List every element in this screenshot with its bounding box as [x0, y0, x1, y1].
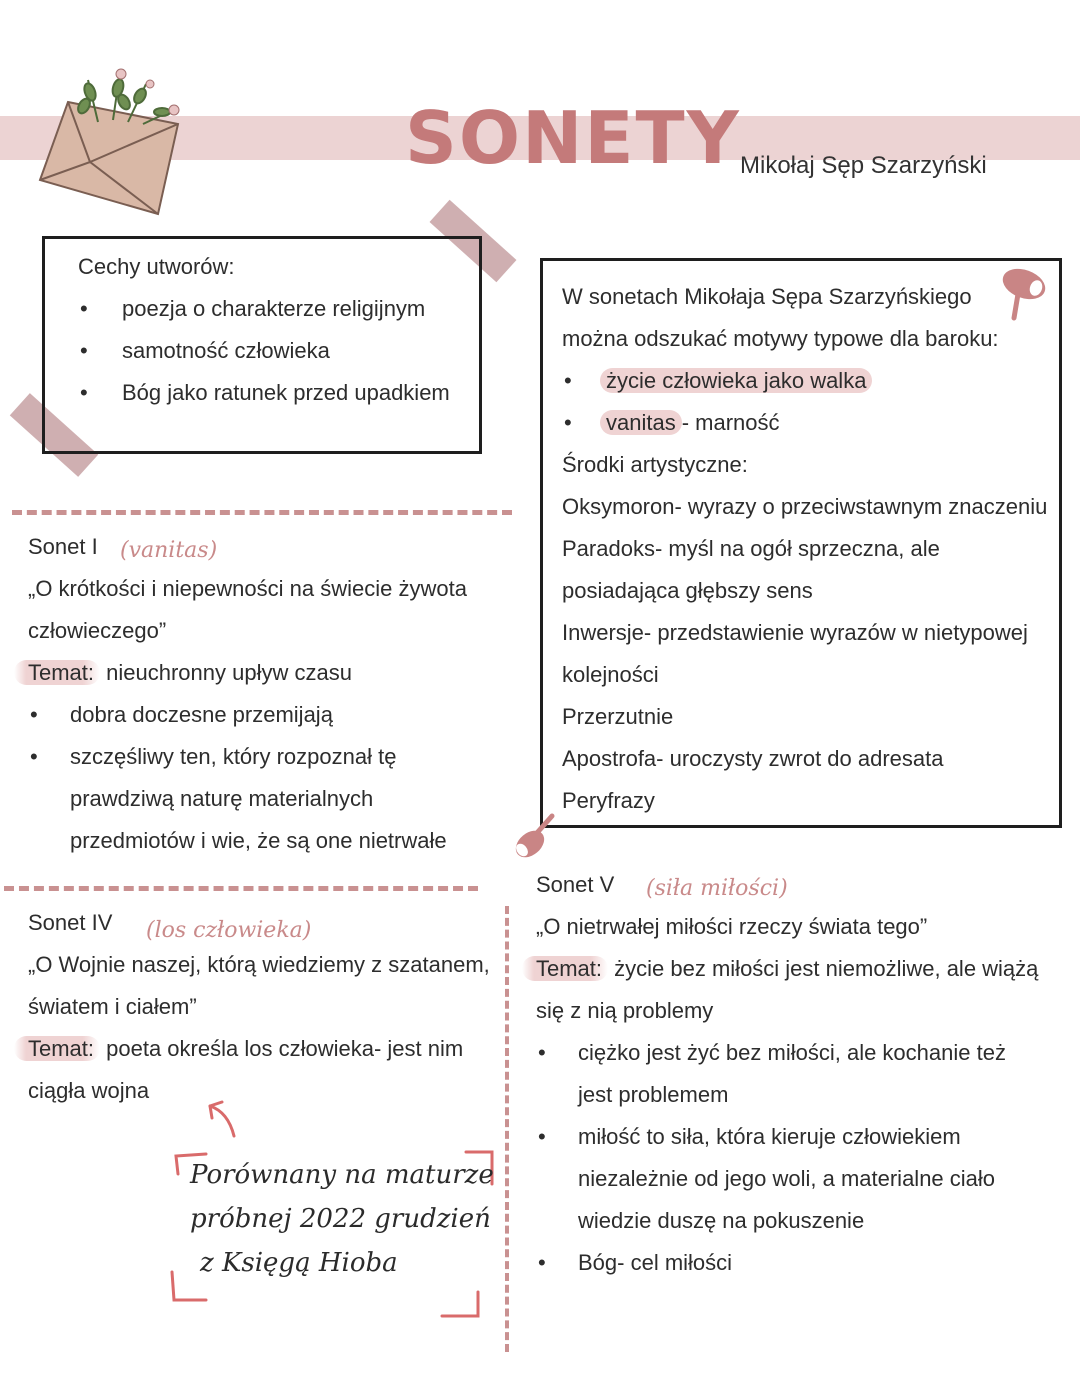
bullet: •	[80, 380, 88, 405]
sonet-quote: „O Wojnie naszej, którą wiedziemy z szatanem,	[28, 952, 490, 977]
devices-heading: Środki artystyczne:	[562, 452, 748, 477]
sonet-title: Sonet I	[28, 534, 98, 559]
bullet: •	[30, 702, 38, 727]
device-line: Inwersje- przedstawienie wyrazów w nietypowej	[562, 620, 1028, 645]
sonet-tag: (vanitas)	[120, 538, 218, 563]
sonet-point: ciężko jest żyć bez miłości, ale kochanie też	[578, 1040, 1006, 1065]
theme-label: Temat:	[522, 956, 608, 981]
features-item: Bóg jako ratunek przed upadkiem	[122, 380, 450, 405]
arrow-up-left-icon	[198, 1096, 244, 1140]
bullet: •	[80, 338, 88, 363]
envelope-flowers-icon	[28, 62, 198, 222]
device-line: Przerzutnie	[562, 704, 674, 729]
bullet: •	[30, 744, 38, 769]
sonet-point: niezależnie od jego woli, a materialne ciało	[578, 1166, 996, 1191]
sonet-theme: ciągła wojna	[28, 1078, 150, 1103]
sonet-theme: się z nią problemy	[536, 998, 714, 1023]
device-line: Paradoks- myśl na ogół sprzeczna, ale	[562, 536, 940, 561]
sonet-theme	[28, 1028, 463, 1070]
theme-text: poeta określa los człowieka- jest nim	[100, 1036, 464, 1061]
features-item: samotność człowieka	[122, 338, 330, 363]
section-divider	[4, 886, 478, 891]
pushpin-icon	[994, 262, 1050, 322]
section-divider	[12, 510, 512, 515]
sonet-theme	[536, 948, 1038, 990]
sonet-theme	[28, 652, 352, 694]
motif-item	[600, 360, 872, 402]
motif-item	[600, 402, 780, 444]
baroque-intro: W sonetach Mikołaja Sępa Szarzyńskiego	[562, 284, 972, 309]
sonet-point: prawdziwą naturę materialnych	[70, 786, 374, 811]
author-name: Mikołaj Sęp Szarzyński	[740, 152, 987, 179]
sonet-point: wiedzie duszę na pokuszenie	[578, 1208, 865, 1233]
sonet-point: szczęśliwy ten, który rozpoznał tę	[70, 744, 397, 769]
features-heading: Cechy utworów:	[78, 254, 235, 279]
theme-text: nieuchronny upływ czasu	[100, 660, 352, 685]
motif-rest: - marność	[681, 410, 780, 435]
device-line: posiadająca głębszy sens	[562, 578, 813, 603]
sonet-title: Sonet IV	[28, 910, 113, 935]
sonet-title: Sonet V	[536, 872, 615, 897]
sonet-quote: „O nietrwałej miłości rzeczy świata tego”	[536, 914, 928, 939]
device-line: Peryfrazy	[562, 788, 655, 813]
column-divider	[505, 906, 509, 1352]
bullet: •	[80, 296, 88, 321]
bullet: •	[538, 1250, 546, 1275]
bullet: •	[564, 368, 572, 393]
pushpin-icon	[508, 812, 558, 862]
device-line: Apostrofa- uroczysty zwrot do adresata	[562, 746, 944, 771]
sonet-quote: człowieczego”	[28, 618, 167, 643]
features-item: poezja o charakterze religijnym	[122, 296, 426, 321]
sonet-quote: „O krótkości i niepewności na świecie żywota	[28, 576, 467, 601]
sonet-point: dobra doczesne przemijają	[70, 702, 333, 727]
sonet-point: przedmiotów i wie, że są one nietrwałe	[70, 828, 447, 853]
bullet: •	[538, 1040, 546, 1065]
sonet-quote: światem i ciałem”	[28, 994, 197, 1019]
baroque-intro: można odszukać motywy typowe dla baroku:	[562, 326, 999, 351]
bullet: •	[538, 1124, 546, 1149]
sonet-tag: (siła miłości)	[646, 876, 788, 901]
device-line: kolejności	[562, 662, 659, 687]
note-line: Porównany na maturze	[190, 1160, 494, 1190]
theme-text: życie bez miłości jest niemożliwe, ale wiążą	[608, 956, 1039, 981]
motif-highlight: życie człowieka jako walka	[600, 368, 872, 393]
theme-label: Temat:	[14, 1036, 100, 1061]
device-line: Oksymoron- wyrazy o przeciwstawnym znaczeniu	[562, 494, 1048, 519]
sonet-point: miłość to siła, która kieruje człowiekiem	[578, 1124, 961, 1149]
sonet-tag: (los człowieka)	[146, 918, 312, 943]
bullet: •	[564, 410, 572, 435]
note-line: z Księgą Hioba	[200, 1248, 398, 1278]
page-title: SONETY	[405, 96, 741, 180]
sonet-point: Bóg- cel miłości	[578, 1250, 733, 1275]
sonet-point: jest problemem	[578, 1082, 729, 1107]
theme-label: Temat:	[14, 660, 100, 685]
note-line: próbnej 2022 grudzień	[190, 1204, 491, 1234]
motif-highlight: vanitas	[600, 410, 682, 435]
